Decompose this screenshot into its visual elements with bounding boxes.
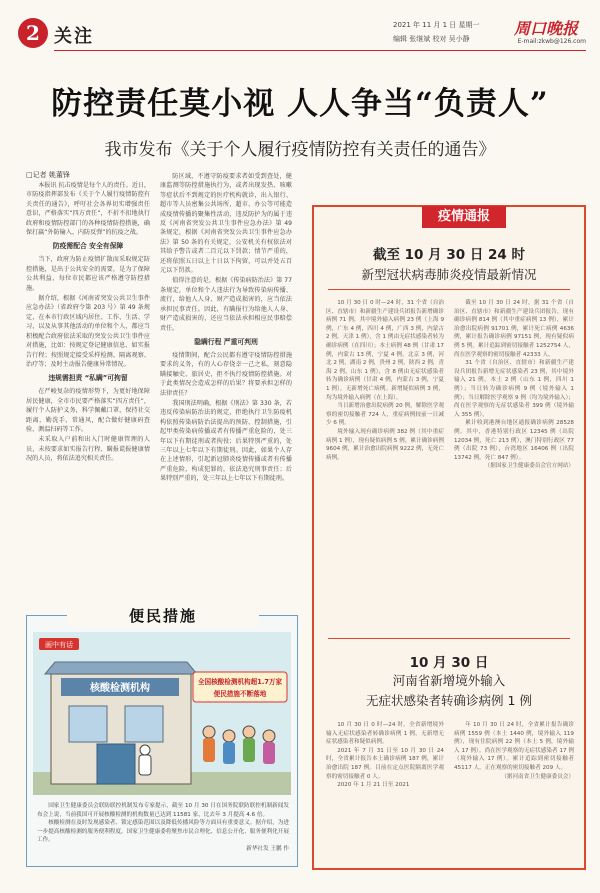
notice-paragraph: 当日新增治愈出院病例 20 例，解除医学观察的密切接触者 724 人，重症病例较前一日减少 6 例。: [326, 403, 444, 427]
editor-credit: 编辑 张继斌 校对 吴小静: [393, 35, 470, 43]
article-subhead: 防疫需配合 安全有保障: [52, 242, 124, 251]
article-subhead: 违规需担责 “私瞒”可拘留: [48, 374, 128, 383]
henan-headline-date: 10 月 30 日: [409, 655, 489, 671]
contact-email[interactable]: E-mail:zkwb@126.com: [517, 38, 586, 45]
notice-subheadline: 新型冠状病毒肺炎疫情最新情况: [361, 267, 537, 282]
measures-box: [26, 607, 298, 867]
measures-title: 便民措施: [67, 606, 259, 626]
notice-paragraph: 截至 10 月 30 日 24 时，据 31 个省（自治区、直辖市）和新疆生产建设兵团报告，现有确诊病例 814 例（其中重症病例 13 例），累计治愈出院病例 91701 例，累计死亡病例 4636 例，累计报告确诊病例 97151 例，现有疑似病例 5 例。累计追踪到密切接触者 1252754 人，尚在医学观察的密切接触者 42333 人。: [454, 300, 574, 358]
notice-paragraph: 10 月 30 日 0 时—24 时，全省新增境外输入无症状感染者转确诊病例 1 例，无新增无症状感染者和疑似病例。: [326, 722, 444, 746]
henan-column-1: [326, 721, 444, 863]
notice-paragraph: 10 月 30 日 0 时—24 时，31 个省（自治区、直辖市）和新疆生产建设兵团报告新增确诊病例 71 例。其中境外输入病例 23 例（上海 9 例，广东 4 例，四川 4 例，广西 3 例，内蒙古 2 例，天津 1 例），含 1 例由无症状感染者转为确诊病例（在四川）；本土病例 48 例（甘肃 17 例，内蒙古 13 例，宁夏 4 例，北京 3 例，河北 2 例，湖南 2 例，贵州 2 例，陕西 2 例，青海 2 例，山东 1 例），含 8 例由无症状感染者转为确诊病例（甘肃 4 例，内蒙古 3 例，宁夏 1 例）。无新增死亡病例。新增疑似病例 3 例，均为境外输入病例（在上海）。: [326, 300, 444, 401]
article-paragraph: 疫情期间，配合公民都有遵守疫情防控措施要求的义务，有的人心存侥幸一己之私，刻意隐瞒接触史、旅居史，拒不执行疫情防控措施。对于此类情况会造成怎样的后果？将要承担怎样的法律责任？: [160, 351, 292, 397]
notice-paragraph: 31 个省（自治区、直辖市）和新疆生产建设兵团报告新增无症状感染者 23 例，其中境外输入 21 例，本土 2 例（山东 1 例，四川 1 例）；当日转为确诊病例 9 例（境外输入 1 例）；当日解除医学观察 9 例（均为境外输入）；尚在医学观察的无症状感染者 399 例（境外输入 355 例）。: [454, 360, 574, 418]
masthead: [18, 14, 586, 54]
notice-divider: [328, 638, 570, 639]
notice-paragraph: 境外输入现有确诊病例 382 例（其中重症病例 1 例），现有疑似病例 5 例。累计确诊病例 9604 例，累计治愈出院病例 9222 例，无死亡病例。: [326, 428, 444, 461]
article-paragraph: 当下，政府为防止疫情扩散而采取规定防控措施，是出于公共安全的需要，是为了保障公共利益，每位市民都应该严格遵守防控措施。: [26, 256, 150, 292]
cartoon-badge: 画中有话: [45, 641, 73, 649]
section-label: 关注: [54, 26, 94, 47]
notice-column-1: [326, 299, 444, 635]
notice-tag: 疫情通报: [422, 206, 506, 228]
newspaper-logo: 周口晚报: [513, 19, 578, 38]
article-column-2: [160, 172, 292, 590]
article-paragraph: 据介绍，根据《河南省突发公共卫生事件应急办法》（省政府令第 203 号）第 49 条规定，在本市行政区域内居住、工作、生活、学习，以及从事其他活动的单位和个人，都应当积极配合政府依法采取的突发公共卫生事件应对措施，比如：按规定登记健康信息、如实报告行程；按照规定接受采样检测、隔离观察、治疗等；及时主动报告健康异常情况。: [26, 295, 150, 368]
notice-source: （据河南省卫生健康委员会）: [501, 773, 574, 780]
banner-line-1: 全国核酸检测机构超1.7万家: [197, 678, 283, 686]
article-paragraph: 在严峻复杂的疫情形势下，为更好地保障居民健康，全市市民要严格落实“四方责任”，履行个人防护义务，科学佩戴口罩，保持社交距离，勤洗手、常通风，配合做好健康码查验、测温扫码等工作。: [26, 388, 150, 433]
issue-date: 2021 年 11 月 1 日 星期一: [393, 21, 480, 29]
article-paragraph: 未采取入户前和出入门时健康管理的人员，未按要求如实报告行程、瞒报谎报健康情况的人员，将依法追究相关责任。: [26, 436, 150, 463]
cartoon-illustration: [33, 632, 291, 795]
caption-paragraph: 核酸检测在及时发现感染者、锁定感染范围以及降低传播风险等方面具有重要意义。据介绍，为进一步提高核酸检测的服务便利程度，国家卫生健康委将聚焦市民合理化、信息公开化、服务便利化开展工作。: [37, 820, 289, 843]
lab-window-right: [125, 706, 163, 742]
notice-paragraph: 2021 年 7 月 31 日至 10 月 30 日 24 时，全省累计报告本土确诊病例 187 例，累计治愈出院 187 例。目前在定点医院隔离医学观察的密切接触者 0 人。: [326, 747, 444, 780]
lab-door: [97, 744, 135, 784]
medical-worker: [139, 745, 151, 775]
notice-paragraph: 年 10 月 30 日 24 时，全省累计报告确诊病例 1559 例（本土 1440 例，境外输入 119 例），现有住院病例 22 例（本土 5 例，境外输入 17 例）。尚在医学观察的无症状感染者 17 例（境外输入 17 例）。累计追踪到密切接触者 45117 人，正在观察的密切接触者 209 人。: [454, 722, 574, 771]
henan-headline: 河南省新增境外输入: [392, 673, 506, 688]
article-paragraph: 防区域，不遵守防疫要求者如受到查处，健康监测等防控措施执行为，或者出现发热、咳嗽等症状后不到规定的医疗机构就诊，出入银行、超市等人员密集公共场所，超市、办公等可能造成疫情传播的聚集性活动，违反防护为的属于违反《河南省突发公共卫生事件应急办法》第 49 条规定，根据《河南省突发公共卫生事件应急办法》第 50 条的有关规定，公安机关有权依法对其给予警告或者二百元以下罚款；情节严重的，还将依照五日以上十日以下拘留，可以并处五百元以下罚款。: [160, 173, 292, 275]
article-paragraph: 本报讯 抗击疫情是每个人的责任。近日，市防疫指挥部发布《关于个人履行疫情防控有关责任的通告》，呼吁社会各界切实增强责任意识，严格落实“四方责任”，不折不扣地执行政府和疫情防控部门的各种疫情防控措施，确保打赢“外防输入、内防反弹”的抗疫之战。: [26, 182, 150, 237]
article-column-1: [26, 181, 150, 603]
sub-headline: 我市发布《关于个人履行疫情防控有关责任的通告》: [104, 140, 496, 160]
henan-column-2: [454, 721, 574, 863]
notice-source: （据国家卫生健康委员会官方网站）: [484, 463, 574, 470]
cartoon-credit: 新华社发 王鹏 作: [246, 845, 289, 852]
page-number: 2: [18, 18, 48, 48]
lab-roof: [45, 662, 197, 674]
notice-column-2: [454, 299, 574, 635]
henan-headline-2: 无症状感染者转确诊病例 1 例: [366, 693, 532, 708]
notice-rule: [328, 289, 570, 290]
banner-line-2: 便民措施不断落地: [213, 690, 267, 698]
notice-paragraph: 累计收到港澳台地区通报确诊病例 28528 例。其中，香港特别行政区 12345 例（出院 12034 例，死亡 213 例），澳门特别行政区 77 例（出院 73 例），台湾地区 16406 例（出院 13742 例，死亡 847 例）。: [454, 420, 574, 461]
header-rule: [54, 50, 586, 51]
caption-paragraph: 国家卫生健康委员会联防联控机制发布专家提示，截至 10 月 30 日在国务院联防联控机制新闻发布会上说，当前我国可开展核酸检测的机构数量已达到 11581 家，比去年 3 月提高 4.6 倍。: [37, 803, 289, 818]
lab-sign-text: 核酸检测机构: [90, 683, 150, 694]
article-subhead: 隐瞒行程 严重可判刑: [194, 337, 258, 346]
notice-paragraph: 2020 年 1 月 21 日至 2021: [337, 782, 410, 789]
byline: □记者 姚董锋: [26, 171, 70, 179]
epidemic-notice-box: [312, 205, 586, 870]
measures-caption: [37, 802, 289, 853]
lab-window-left: [69, 706, 107, 742]
article-paragraph: 值得注意的是，根据《传染病防治法》第 77 条规定，单位和个人违法行为导致传染病传播、流行，给他人人身、财产造成损害的，应当依法承担民事责任。因此，有瞒报行为给他人人身、财产造成损害的，还应当依法承担相应民事赔偿责任。: [160, 277, 292, 332]
headline: 防控责任莫小视 人人争当“负责人”: [51, 86, 549, 122]
notice-headline: 截至 10 月 30 日 24 时: [372, 247, 526, 263]
article-paragraph: 我国刑法明确，根据《刑法》第 330 条，若违反传染病防治法的规定，拒绝执行卫生防疫机构依照传染病防治法提出的预防、控制措施，引起甲类传染病传播或者有传播严重危险的，处三年以下有期徒刑或者拘役；后果特别严重的，处三年以上七年以下有期徒刑。因此，如果个人存在上述情形，引起新冠肺炎疫情传播或者有传播严重危险，构成犯罪的，依法追究刑事责任；后果特别严重的，处三年以上七年以下有期徒刑。: [160, 399, 292, 483]
